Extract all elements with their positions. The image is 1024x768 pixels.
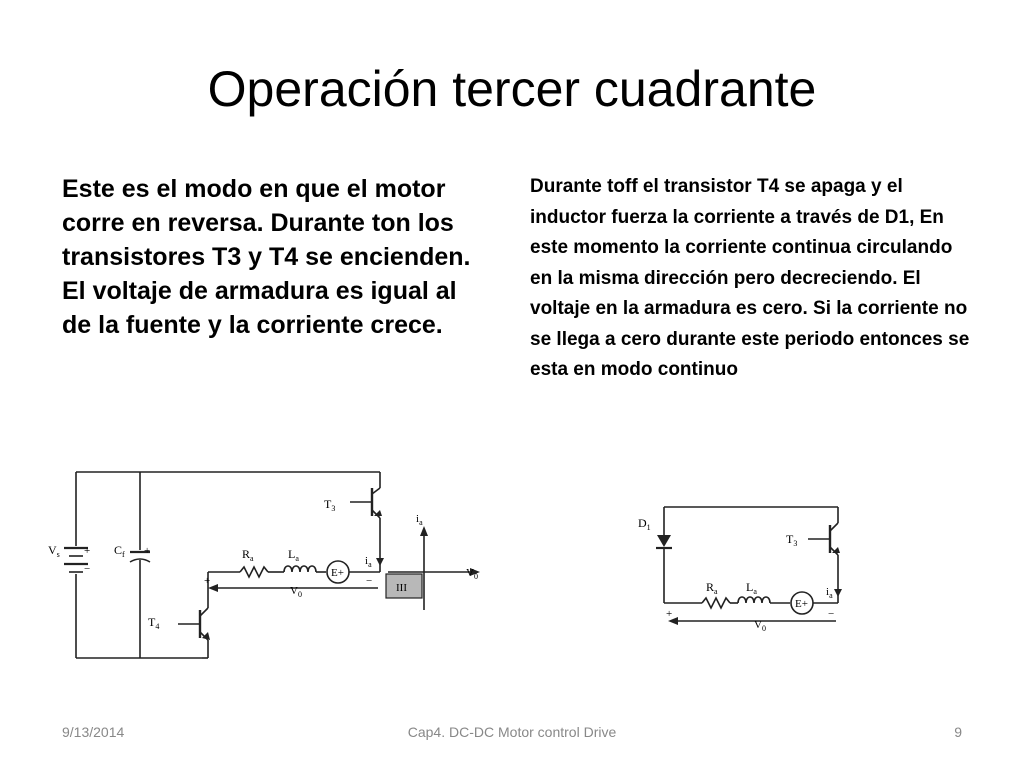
t3-label: $T_3$ [324,497,336,513]
vs-label: $V_s$ [48,543,60,559]
armature-plus-right: + [666,608,673,620]
left-paragraph: Este es el modo en que el motor corre en reversa. Durante ton los transistores T3 y T4 se encienden. El voltaje de armadura es igual al de la fuente y la corriente crece. [62,175,471,339]
quadrant-iii-label: III [396,582,407,594]
right-paragraph: Durante toff el transistor T4 se apaga y el inductor fuerza la corriente a través de D1, En este momento la corriente continua circulando en la misma dirección pero decreciendo. El voltaje en la armadura es cero. Si la corriente no se llega a cero durante este periodo entonces se esta en modo continuo [530,176,970,381]
ia-armature-label: $i_a$ [365,555,372,569]
circuit-diagram-freewheeling [632,495,852,640]
emf-label: E+ [331,567,344,579]
armature-minus: − [366,575,373,587]
v0-label: $V_0$ [290,585,302,599]
armature-minus-right: − [828,608,835,620]
armature-plus: + [204,575,211,587]
t3-label-right: $T_3$ [786,532,798,548]
emf-label-right: E+ [795,598,808,610]
slide-title: Operación tercer cuadrante [207,61,817,117]
la-label-right: $L_a$ [746,580,757,596]
ia-axis-label: $i_a$ [416,513,423,527]
footer-date: 9/13/2014 [62,724,125,740]
cf-label: $C_f$ [114,543,125,559]
v0-axis-label: $V_0$ [466,567,478,581]
footer-page-number: 9 [954,724,962,740]
la-label: $L_a$ [288,547,299,563]
ia-label-right: $i_a$ [826,586,833,600]
d1-label: $D_1$ [638,516,651,532]
ra-label: $R_a$ [242,547,254,563]
vs-minus: − [84,563,91,575]
circuit-diagram-third-quadrant [40,460,500,675]
v0-label-right: $V_0$ [754,619,766,633]
vs-plus: + [84,545,91,557]
t4-label: $T_4$ [148,615,160,631]
ra-label-right: $R_a$ [706,580,718,596]
footer-title: Cap4. DC-DC Motor control Drive [407,724,617,740]
cf-plus: + [144,545,151,557]
